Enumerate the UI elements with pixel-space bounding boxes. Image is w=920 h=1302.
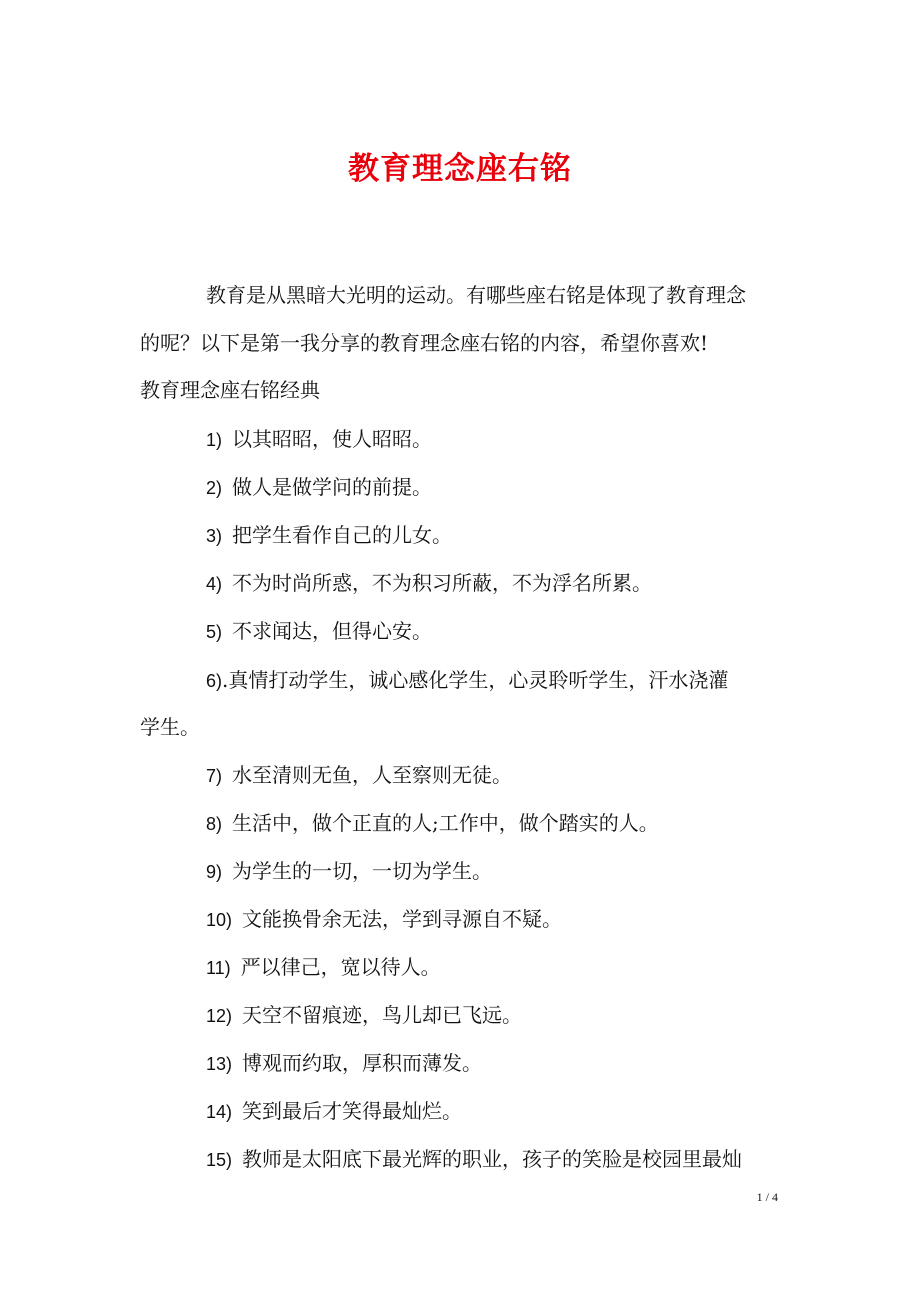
document-title: 教育理念座右铭	[348, 151, 572, 187]
list-item-number: 10)	[206, 910, 233, 930]
list-item-number: 15)	[206, 1150, 233, 1170]
list-item-text: 做人是做学问的前提。	[232, 475, 433, 499]
intro-paragraph-line-1: 教育是从黑暗大光明的运动。有哪些座右铭是体现了教育理念	[206, 283, 746, 307]
list-item	[206, 424, 432, 455]
list-item-number: 12)	[206, 1006, 233, 1026]
list-item-text: 不为时尚所惑，不为积习所蔽，不为浮名所累。	[232, 571, 653, 595]
list-item	[206, 1144, 742, 1175]
list-item-text: 生活中，做个正直的人;工作中，做个踏实的人。	[232, 811, 659, 835]
list-item-number: 5)	[206, 622, 223, 642]
list-item	[206, 952, 441, 983]
list-item-number: 2)	[206, 478, 223, 498]
list-item-text: 水至清则无鱼，人至察则无徒。	[232, 763, 513, 787]
list-item-number: 1)	[206, 430, 223, 450]
list-item	[206, 568, 652, 599]
list-item-number: 6)	[206, 671, 223, 691]
list-item-text: 天空不留痕迹，鸟儿却已飞远。	[242, 1003, 523, 1027]
list-item-text: 笑到最后才笑得最灿烂。	[242, 1099, 463, 1123]
list-item	[206, 665, 728, 696]
list-item-number: 4)	[206, 574, 223, 594]
list-item	[206, 1000, 522, 1031]
list-item	[206, 1096, 462, 1127]
list-item	[206, 904, 562, 935]
list-item	[206, 616, 432, 647]
page-indicator: 1 / 4	[756, 1190, 778, 1204]
list-item-text: 教师是太阳底下最光辉的职业，孩子的笑脸是校园里最灿	[242, 1147, 743, 1171]
section-heading: 教育理念座右铭经典	[140, 378, 320, 402]
intro-paragraph-line-2: 的呢？以下是第一我分享的教育理念座右铭的内容，希望你喜欢!	[140, 331, 709, 355]
list-item	[206, 472, 432, 503]
list-item	[206, 856, 492, 887]
list-item	[206, 760, 512, 791]
list-item-text: 博观而约取，厚积而薄发。	[242, 1051, 483, 1075]
list-item-number: 7)	[206, 766, 223, 786]
list-item-text: .真情打动学生，诚心感化学生，心灵聆听学生，汗水浇灌	[222, 668, 729, 692]
list-item	[206, 808, 659, 839]
list-item-text: 严以律己，宽以待人。	[240, 955, 441, 979]
list-item-text: 把学生看作自己的儿女。	[232, 523, 453, 547]
list-item-text: 不求闻达，但得心安。	[232, 619, 433, 643]
list-item-text: 为学生的一切，一切为学生。	[232, 859, 493, 883]
list-item-text: 文能换骨余无法，学到寻源自不疑。	[242, 907, 563, 931]
list-item-number: 13)	[206, 1054, 233, 1074]
list-item-number: 14)	[206, 1102, 233, 1122]
list-item-text: 以其昭昭，使人昭昭。	[232, 427, 433, 451]
list-item-number: 3)	[206, 526, 223, 546]
list-item-number: 11)	[206, 958, 231, 978]
list-item	[206, 520, 452, 551]
list-item	[206, 1048, 482, 1079]
list-item-number: 9)	[206, 862, 223, 882]
list-item-number: 8)	[206, 814, 223, 834]
list-item-continuation: 学生。	[140, 715, 200, 739]
